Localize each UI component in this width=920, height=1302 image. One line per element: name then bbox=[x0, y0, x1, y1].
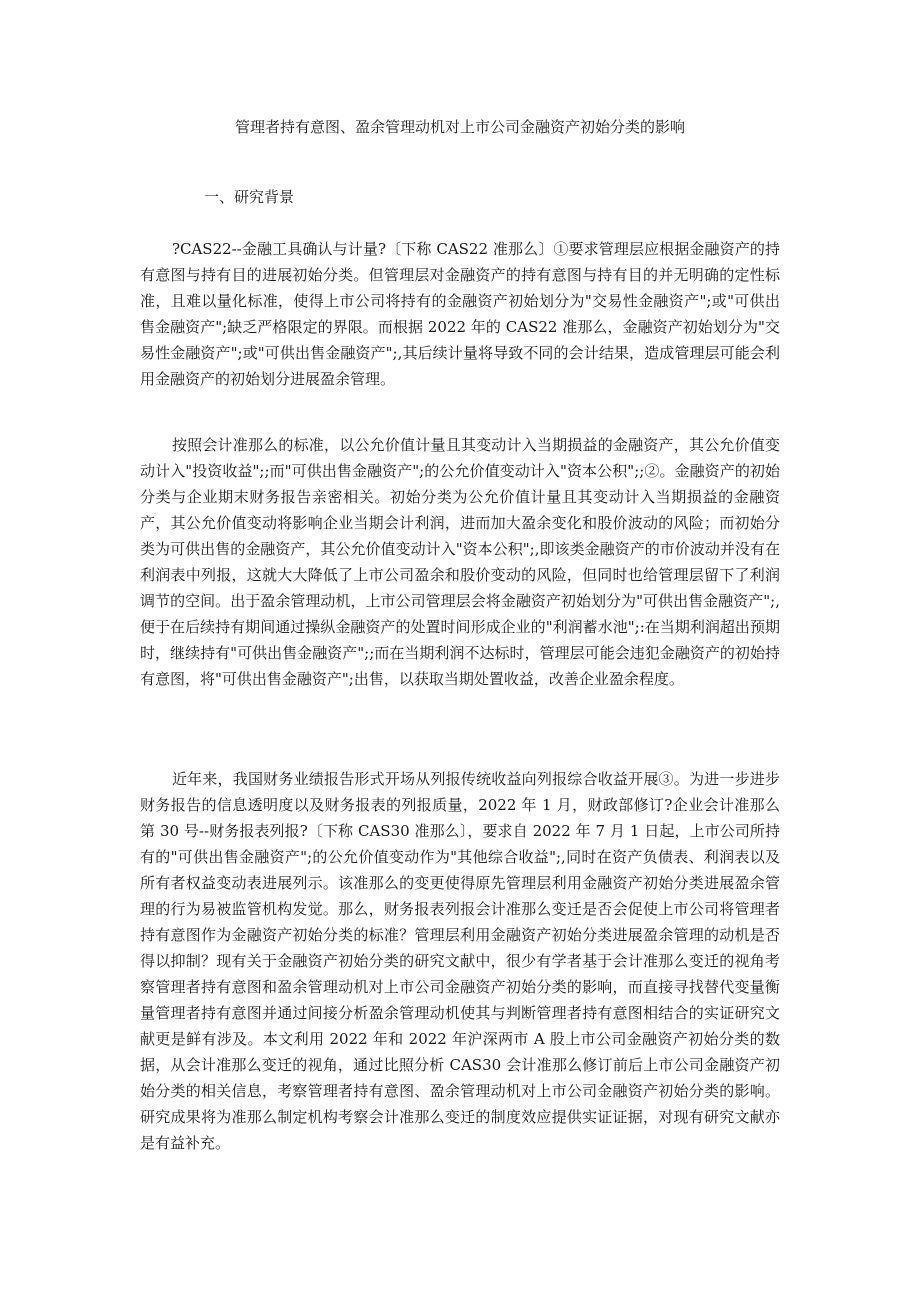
section-heading: 一、研究背景 bbox=[204, 188, 295, 206]
document-title: 管理者持有意图、盈余管理动机对上市公司金融资产初始分类的影响 bbox=[234, 118, 685, 136]
paragraph: 按照会计准那么的标准，以公允价值计量且其变动计入当期损益的金融资产，其公允价值变动计入"投资收益";;而"可供出售金融资产";的公允价值变动计入"资本公积";;②。金融资产的初始分类与企业期末财务报告亲密相关。初始分类为公允价值计量且其变动计入当期损益的金融资产，其公允价值变动将影响企业当期会计利润，进而加大盈余变化和股价波动的风险；而初始分类为可供出售的金融资产，其公允价值变动计入"资本公积";,即该类金融资产的市价波动并没有在利润表中列报，这就大大降低了上市公司盈余和股价变动的风险，但同时也给管理层留下了利润调节的空间。出于盈余管理动机，上市公司管理层会将金融资产初始划分为"可供出售金融资产";,便于在后续持有期间通过操纵金融资产的处置时间形成企业的"利润蓄水池";:在当期利润超出预期时，继续持有"可供出售金融资产";;而在当期利润不达标时，管理层可能会违犯金融资产的初始持有意图，将"可供出售金融资产";出售，以获取当期处置收益，改善企业盈余程度。 bbox=[140, 436, 780, 688]
paragraph: 近年来，我国财务业绩报告形式开场从列报传统收益向列报综合收益开展③。为进一步进步财务报告的信息透明度以及财务报表的列报质量，2022 年 1 月，财政部修订?企业会计准那么第 30 号--财务报表列报?〔下称 CAS30 准那么〕，要求自 2022 年 7 月 1 日起，上市公司所持有的"可供出售金融资产";的公允价值变动作为"其他综合收益";,同时在资产负债表、利润表以及所有者权益变动表进展列示。该准那么的变更使得原先管理层利用金融资产初始分类进展盈余管理的行为易被监管机构发觉。那么，财务报表列报会计准那么变迁是否会促使上市公司将管理者持有意图作为金融资产初始分类的标准？管理层利用金融资产初始分类进展盈余管理的动机是否得以抑制？现有关于金融资产初始分类的研究文献中，很少有学者基于会计准那么变迁的视角考察管理者持有意图和盈余管理动机对上市公司金融资产初始分类的影响，而直接寻找替代变量衡量管理者持有意图并通过间接分析盈余管理动机使其与判断管理者持有意图相结合的实证研究文献更是鲜有涉及。本文利用 2022 年和 2022 年沪深两市 A 股上市公司金融资产初始分类的数据，从会计准那么变迁的视角，通过比照分析 CAS30 会计准那么修订前后上市公司金融资产初始分类的相关信息，考察管理者持有意图、盈余管理动机对上市公司金融资产初始分类的影响。研究成果将为准那么制定机构考察会计准那么变迁的制度效应提供实证证据，对现有研究文献亦是有益补充。 bbox=[140, 770, 780, 1152]
paragraph: ?CAS22--金融工具确认与计量?〔下称 CAS22 准那么〕①要求管理层应根据金融资产的持有意图与持有目的进展初始分类。但管理层对金融资产的持有意图与持有目的并无明确的定性标准，且难以量化标准，使得上市公司将持有的金融资产初始划分为"交易性金融资产";或"可供出售金融资产";缺乏严格限定的界限。而根据 2022 年的 CAS22 准那么，金融资产初始划分为"交易性金融资产";或"可供出售金融资产";,其后续计量将导致不同的会计结果，造成管理层可能会利用金融资产的初始划分进展盈余管理。 bbox=[140, 240, 780, 388]
